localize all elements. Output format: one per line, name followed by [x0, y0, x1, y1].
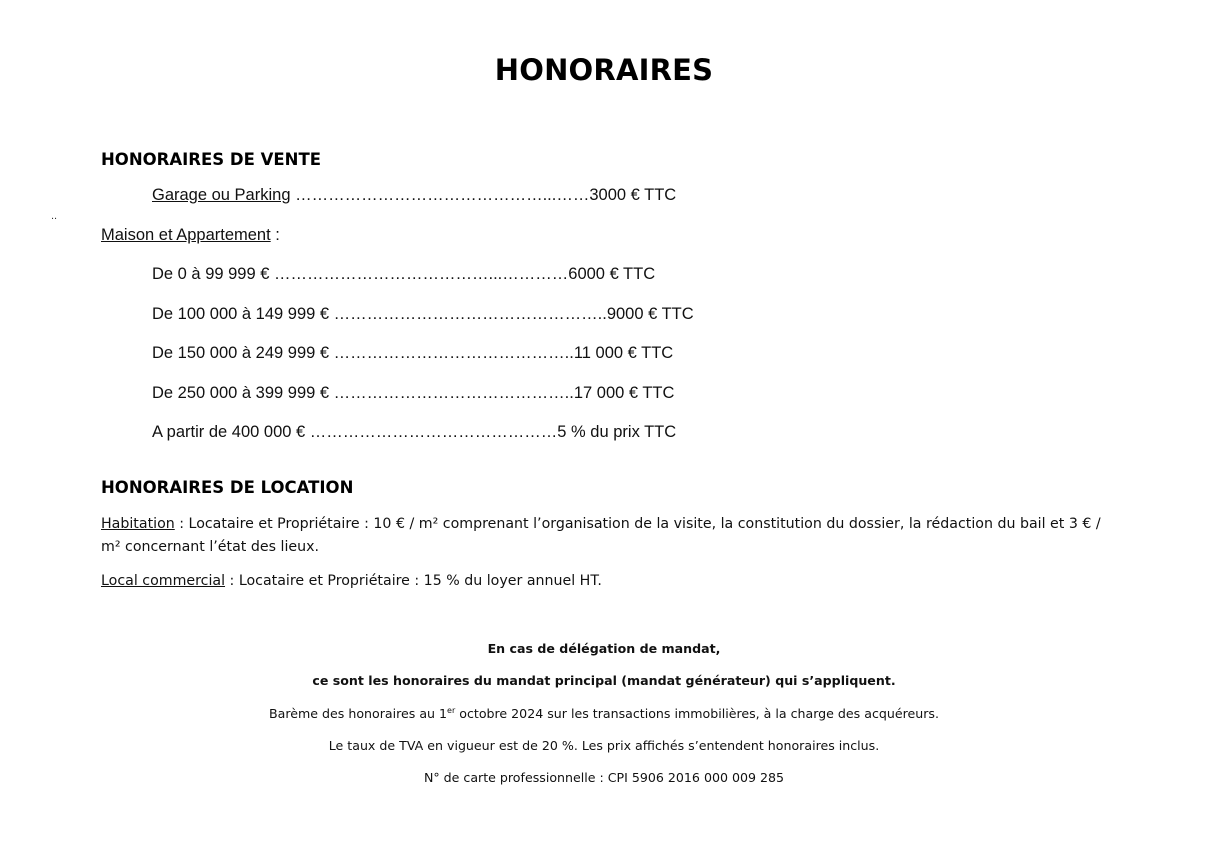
tier-range: De 0 à 99 999 € [152, 265, 275, 283]
tier-leader: ………………………………………….. [333, 305, 607, 323]
schedule-note-start: Barème des honoraires au 1 [269, 706, 448, 721]
habitation-text: : Locataire et Propriétaire : 10 € / m² comprenant l’organisation de la visite, la constitution du dossier, la rédaction du bail et 3 € / m² concernant l’état des lieux. [101, 516, 1101, 555]
commercial-label: Local commercial [101, 573, 226, 589]
commercial-text: : Locataire et Propriétaire : 15 % du loyer annuel HT. [225, 573, 602, 589]
habitation-label: Habitation [101, 516, 175, 532]
house-apartment-line [101, 226, 280, 245]
tier-leader: ……………………………………… [309, 423, 558, 441]
professional-card-number: N° de carte professionnelle : CPI 5906 2016 000 009 285 [423, 770, 785, 785]
fee-tier-line [152, 423, 676, 442]
principal-mandate-note: ce sont les honoraires du mandat principal (mandat générateur) qui s’appliquent. [312, 673, 896, 688]
house-apartment-suffix: : [270, 226, 280, 244]
tier-range: A partir de 400 000 € [152, 423, 310, 441]
tier-price: 11 000 € TTC [573, 344, 674, 362]
commercial-paragraph [101, 570, 1121, 593]
garage-label: Garage ou Parking [152, 186, 291, 204]
tier-price: 9000 € TTC [606, 305, 694, 323]
habitation-paragraph [101, 513, 1121, 559]
fee-tier-line [152, 265, 655, 284]
rental-fees-heading: HONORAIRES DE LOCATION [101, 478, 354, 497]
fee-schedule-date-note [0, 706, 1208, 721]
schedule-note-end: octobre 2024 sur les transactions immobilières, à la charge des acquéreurs. [455, 706, 939, 721]
tier-range: De 250 000 à 399 999 € [152, 384, 334, 402]
tier-range: De 100 000 à 149 999 € [152, 305, 334, 323]
fee-tier-line [152, 305, 694, 324]
tier-leader: …………………………………...………… [274, 265, 569, 283]
garage-price: 3000 € TTC [589, 186, 677, 204]
stray-mark: .. [51, 210, 58, 222]
vat-note: Le taux de TVA en vigueur est de 20 %. Les prix affichés s’entendent honoraires inclus. [328, 738, 880, 753]
delegation-note: En cas de délégation de mandat, [487, 641, 721, 656]
house-apartment-label: Maison et Appartement [101, 226, 271, 244]
page-title: HONORAIRES [494, 53, 714, 87]
tier-price: 5 % du prix TTC [557, 423, 677, 441]
fee-tier-line [152, 344, 673, 363]
tier-range: De 150 000 à 249 999 € [152, 344, 334, 362]
fee-tier-line [152, 384, 674, 403]
tier-price: 6000 € TTC [568, 265, 656, 283]
garage-leader: ………………………………………...…… [290, 186, 590, 204]
tier-leader: …………………………………….. [333, 344, 574, 362]
garage-fee-line [152, 186, 676, 205]
tier-leader: …………………………………….. [333, 384, 574, 402]
tier-price: 17 000 € TTC [573, 384, 675, 402]
ordinal-suffix: er [447, 705, 456, 715]
sale-fees-heading: HONORAIRES DE VENTE [101, 150, 321, 169]
